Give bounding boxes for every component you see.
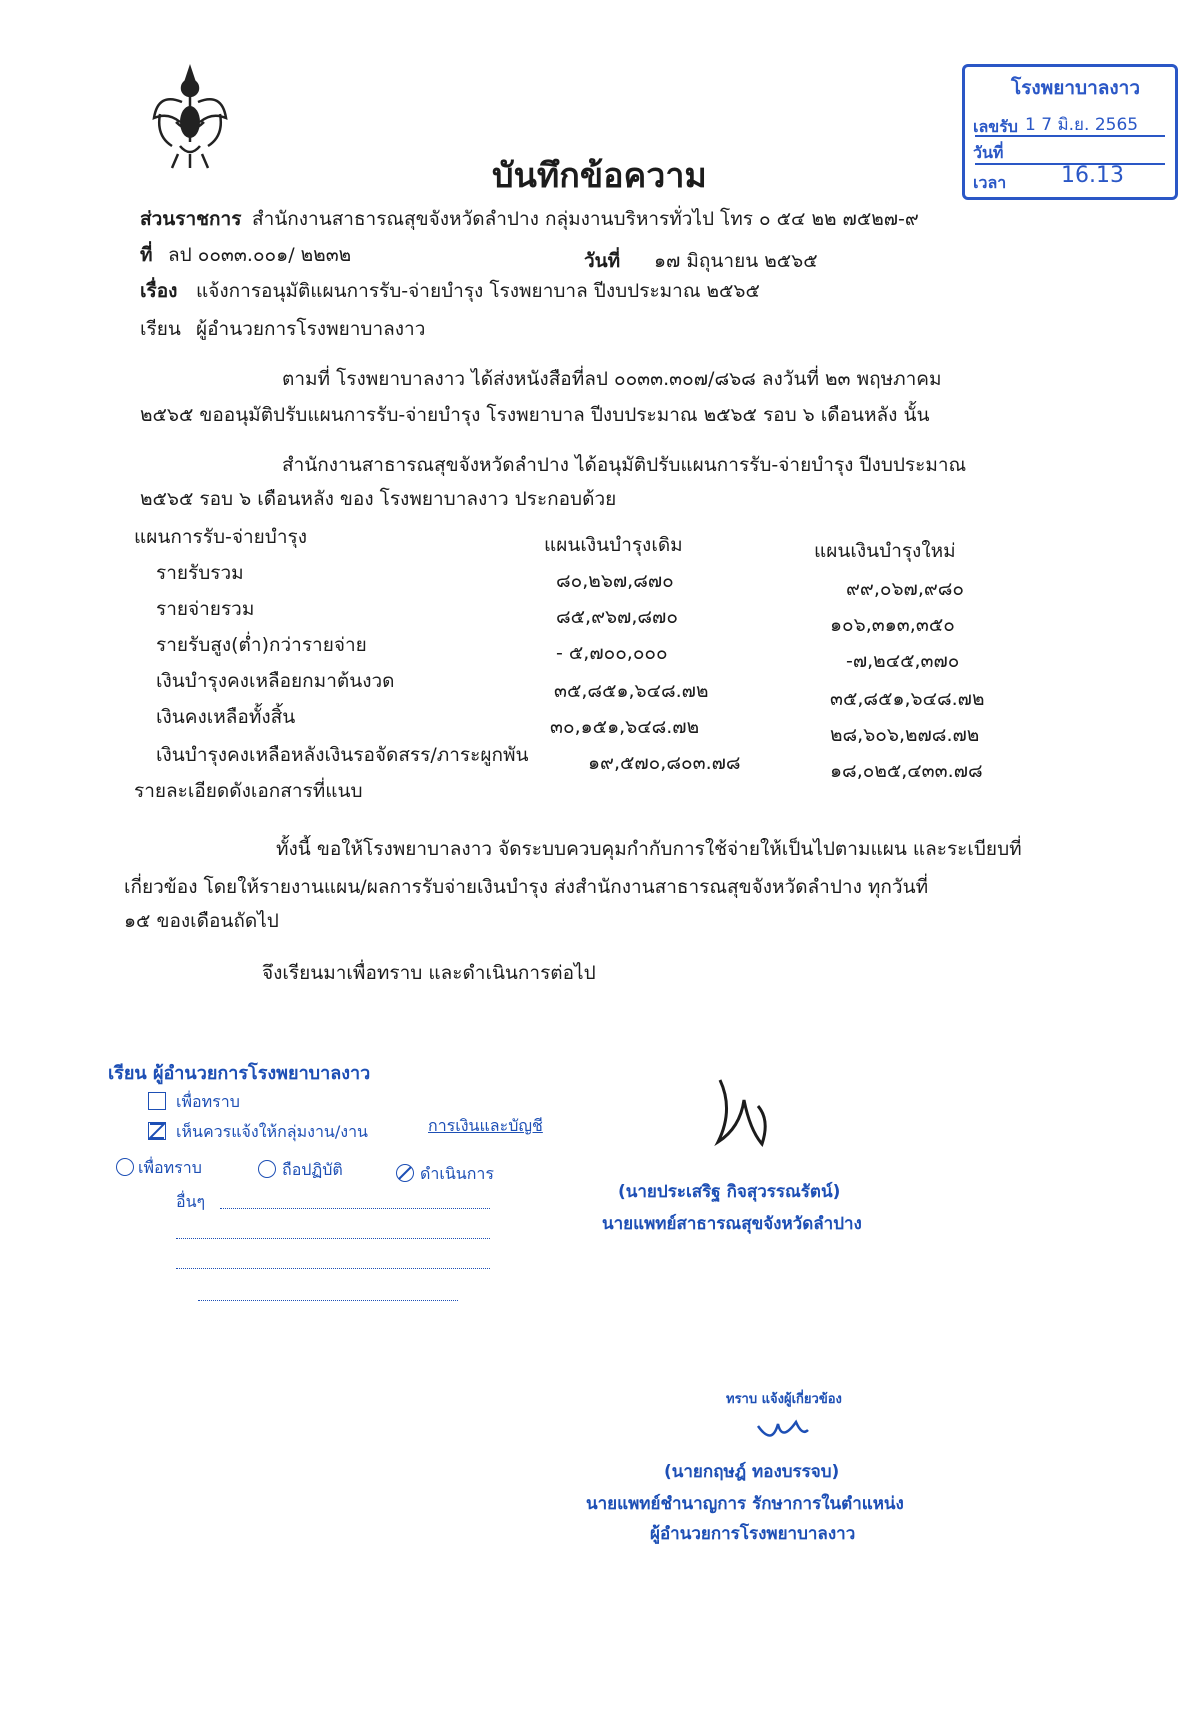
date-value: ๑๗ มิถุนายน ๒๕๖๕ (654, 250, 818, 272)
memo-title: บันทึกข้อความ (492, 156, 707, 196)
signer2-position: นายแพทย์ชำนาญการ รักษาการในตำแหน่ง (586, 1494, 904, 1514)
signer2-note: ทราบ แจ้งผู้เกี่ยวข้อง (726, 1392, 842, 1407)
table-row-new: -๗,๒๔๕,๓๗๐ (846, 650, 960, 672)
table-row-old: ๓๐,๑๕๑,๖๔๘.๗๒ (550, 716, 700, 738)
radio-proceed-label: ดำเนินการ (420, 1164, 494, 1183)
option-other: อื่นๆ (176, 1192, 206, 1211)
signer2-name: (นายกฤษฎ์ ทองบรรจบ) (664, 1462, 840, 1482)
table-header-old: แผนเงินบำรุงเดิม (544, 534, 683, 556)
check-mark-icon (149, 1123, 165, 1139)
table-row-label: เงินบำรุงคงเหลือหลังเงินรอจัดสรร/ภาระผูกพัน (156, 744, 529, 766)
para3-line3: ๑๕ ของเดือนถัดไป (124, 910, 279, 932)
radio-comply-label: ถือปฏิบัติ (282, 1160, 343, 1179)
signature-1-icon (700, 1070, 780, 1160)
table-row-new: ๑๘,๐๒๕,๔๓๓.๗๘ (830, 760, 983, 782)
table-row-old: ๘๕,๙๖๗,๘๗๐ (556, 606, 678, 628)
check-mark-icon (397, 1165, 413, 1181)
checkbox-notify-group[interactable] (148, 1122, 166, 1140)
agency-label: ส่วนราชการ (140, 208, 242, 230)
para2-line2: ๒๕๖๕ รอบ ๖ เดือนหลัง ของ โรงพยาบาลงาว ประกอบด้วย (140, 488, 617, 510)
table-row-old: ๓๕,๘๕๑,๖๔๘.๗๒ (554, 680, 709, 702)
para3-line2: เกี่ยวข้อง โดยให้รายงานแผน/ผลการรับจ่ายเงินบำรุง ส่งสำนักงานสาธารณสุขจังหวัดลำปาง ทุกวันที่ (124, 876, 929, 898)
table-header-item: แผนการรับ-จ่ายบำรุง (134, 526, 308, 548)
stamp-date-label: วันที่ (973, 143, 1004, 162)
radio-comply[interactable] (258, 1160, 276, 1178)
subject-label: เรื่อง (140, 280, 178, 302)
subject-value: แจ้งการอนุมัติแผนการรับ-จ่ายบำรุง โรงพยาบาล ปีงบประมาณ ๒๕๖๕ (196, 280, 760, 302)
signer1-name: (นายประเสริฐ กิจสุวรรณรัตน์) (618, 1182, 841, 1202)
routing-to: เรียน ผู้อำนวยการโรงพยาบาลงาว (108, 1063, 371, 1084)
table-row-label: รายรับรวม (156, 562, 244, 584)
table-row-label: รายจ่ายรวม (156, 598, 255, 620)
signature-2-icon (752, 1412, 812, 1452)
ref-value: ลป ๐๐๓๓.๐๐๑/ ๒๒๓๒ (168, 244, 352, 266)
stamp-time-label: เวลา (973, 173, 1007, 192)
signer2-position2: ผู้อำนวยการโรงพยาบาลงาว (650, 1524, 856, 1544)
table-row-old: ๑๙,๕๗๐,๘๐๓.๗๘ (588, 752, 741, 774)
table-note: รายละเอียดดังเอกสารที่แนบ (134, 780, 363, 802)
notify-group-fill: การเงินและบัญชี (428, 1116, 543, 1135)
table-row-label: เงินบำรุงคงเหลือยกมาต้นงวด (156, 670, 395, 692)
garuda-emblem-icon (150, 62, 230, 172)
stamp-org: โรงพยาบาลงาว (1011, 77, 1141, 99)
para1-line2: ๒๕๖๕ ขออนุมัติปรับแผนการรับ-จ่ายบำรุง โรงพยาบาล ปีงบประมาณ ๒๕๖๕ รอบ ๖ เดือนหลัง นั้น (140, 404, 930, 426)
date-label: วันที่ (584, 250, 621, 272)
to-label: เรียน (140, 318, 181, 340)
receiving-stamp (962, 64, 1178, 200)
radio-acknowledge-label: เพื่อทราบ (138, 1158, 202, 1177)
para2-line1: สำนักงานสาธารณสุขจังหวัดลำปาง ได้อนุมัติปรับแผนการรับ-จ่ายบำรุง ปีงบประมาณ (282, 454, 967, 476)
radio-acknowledge[interactable] (116, 1158, 134, 1176)
stamp-recv-value: 1 7 มิ.ย. 2565 (1025, 115, 1139, 135)
stamp-time-value: 16.13 (1061, 163, 1124, 188)
table-row-old: - ๕,๗๐๐,๐๐๐ (556, 642, 668, 664)
option-notify-group: เห็นควรแจ้งให้กลุ่มงาน/งาน (176, 1122, 368, 1141)
para1-line1: ตามที่ โรงพยาบาลงาว ได้ส่งหนังสือที่ลป ๐๐๓๓.๓๐๗/๘๖๘ ลงวันที่ ๒๓ พฤษภาคม (282, 368, 942, 390)
signer1-position: นายแพทย์สาธารณสุขจังหวัดลำปาง (602, 1214, 862, 1234)
agency-value: สำนักงานสาธารณสุขจังหวัดลำปาง กลุ่มงานบริหารทั่วไป โทร ๐ ๕๔ ๒๒ ๗๕๒๗-๙ (252, 208, 919, 230)
table-row-new: ๒๘,๖๐๖,๒๗๘.๗๒ (830, 724, 980, 746)
option-acknowledge: เพื่อทราบ (176, 1092, 240, 1111)
checkbox-acknowledge[interactable] (148, 1092, 166, 1110)
table-row-new: ๓๕,๘๕๑,๖๔๘.๗๒ (830, 688, 985, 710)
table-row-new: ๑๐๖,๓๑๓,๓๕๐ (830, 614, 955, 636)
ref-label: ที่ (140, 244, 153, 266)
table-row-new: ๙๙,๐๖๗,๙๘๐ (846, 578, 965, 600)
table-row-label: รายรับสูง(ต่ำ)กว่ารายจ่าย (156, 634, 367, 656)
table-row-old: ๘๐,๒๖๗,๘๗๐ (556, 570, 674, 592)
table-header-new: แผนเงินบำรุงใหม่ (814, 540, 956, 562)
para4: จึงเรียนมาเพื่อทราบ และดำเนินการต่อไป (262, 962, 596, 984)
radio-proceed[interactable] (396, 1164, 414, 1182)
stamp-recv-label: เลขรับ (973, 117, 1018, 136)
to-value: ผู้อำนวยการโรงพยาบาลงาว (196, 318, 426, 340)
para3-line1: ทั้งนี้ ขอให้โรงพยาบาลงาว จัดระบบควบคุมกำกับการใช้จ่ายให้เป็นไปตามแผน และระเบียบที่ (276, 838, 1022, 860)
table-row-label: เงินคงเหลือทั้งสิ้น (156, 706, 296, 728)
